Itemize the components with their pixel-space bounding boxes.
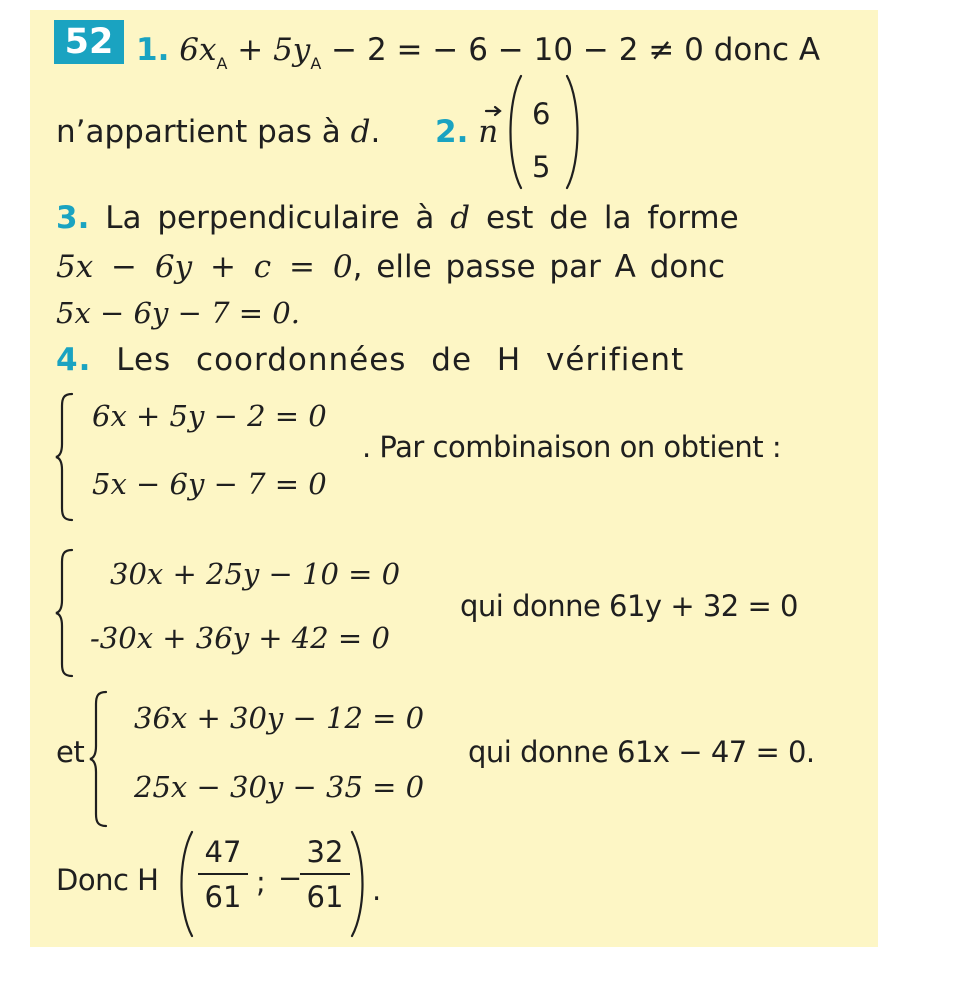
q1-line2: n’appartient pas à d.	[56, 114, 381, 150]
coordinate-separator: ;	[256, 865, 266, 899]
q1-label: 1.	[136, 32, 170, 68]
system3-eq2: 25x − 30y − 35 = 0	[134, 770, 425, 804]
q4-text4: qui donne 61x − 47 = 0.	[468, 735, 815, 769]
q2-vector: n	[478, 114, 499, 150]
q1-expr: $6x_A + 5y_A - 2$ = − 6 − 10 − 2 ≠ 0	[179, 32, 704, 73]
fraction-y	[300, 835, 350, 914]
system2-brace	[54, 548, 94, 678]
system2-eq2: -30x + 36y + 42 = 0	[90, 621, 390, 655]
q4-et: et	[56, 735, 85, 769]
system3-eq1: 36x + 30y − 12 = 0	[134, 701, 425, 735]
q3-line1: 3. La perpendiculaire à d est de la forme	[56, 200, 739, 236]
q2-label: 2.	[435, 114, 469, 150]
system1-eq1: 6x + 5y − 2 = 0	[92, 399, 327, 433]
vector-arrow-icon	[484, 104, 504, 116]
vector-component-2: 5	[532, 150, 551, 184]
q4-text2: . Par combinaison on obtient :	[362, 430, 782, 464]
q4-label: 4.	[56, 342, 92, 378]
q4-line1: 4. Les coordonnées de H vérifient	[56, 342, 685, 378]
fraction-x-denominator: 61	[204, 880, 242, 914]
conclusion-text: Donc H	[56, 863, 159, 897]
system1-eq2: 5x − 6y − 7 = 0	[92, 467, 327, 501]
system1-brace	[54, 392, 94, 522]
system3-brace	[88, 690, 128, 830]
system2-eq1: 30x + 25y − 10 = 0	[110, 557, 401, 591]
fraction-x	[198, 835, 248, 914]
q3-label: 3.	[56, 200, 90, 236]
exercise-number-badge: 52	[54, 20, 124, 64]
minus-sign: −	[278, 861, 302, 895]
q3-equation: 5x − 6y − 7 = 0.	[56, 296, 300, 330]
fraction-y-numerator: 32	[306, 835, 344, 869]
q3-line2: 5x − 6y + c = 0, elle passe par A donc	[56, 249, 726, 285]
q1-line	[136, 32, 821, 73]
vector-component-1: 6	[532, 97, 551, 131]
fraction-x-numerator: 47	[204, 835, 242, 869]
q1-conclusion: donc A	[713, 32, 821, 68]
fraction-y-denominator: 61	[306, 880, 344, 914]
q4-text3: qui donne 61y + 32 = 0	[460, 589, 798, 623]
q2-line	[435, 114, 499, 150]
final-period: .	[372, 873, 381, 907]
